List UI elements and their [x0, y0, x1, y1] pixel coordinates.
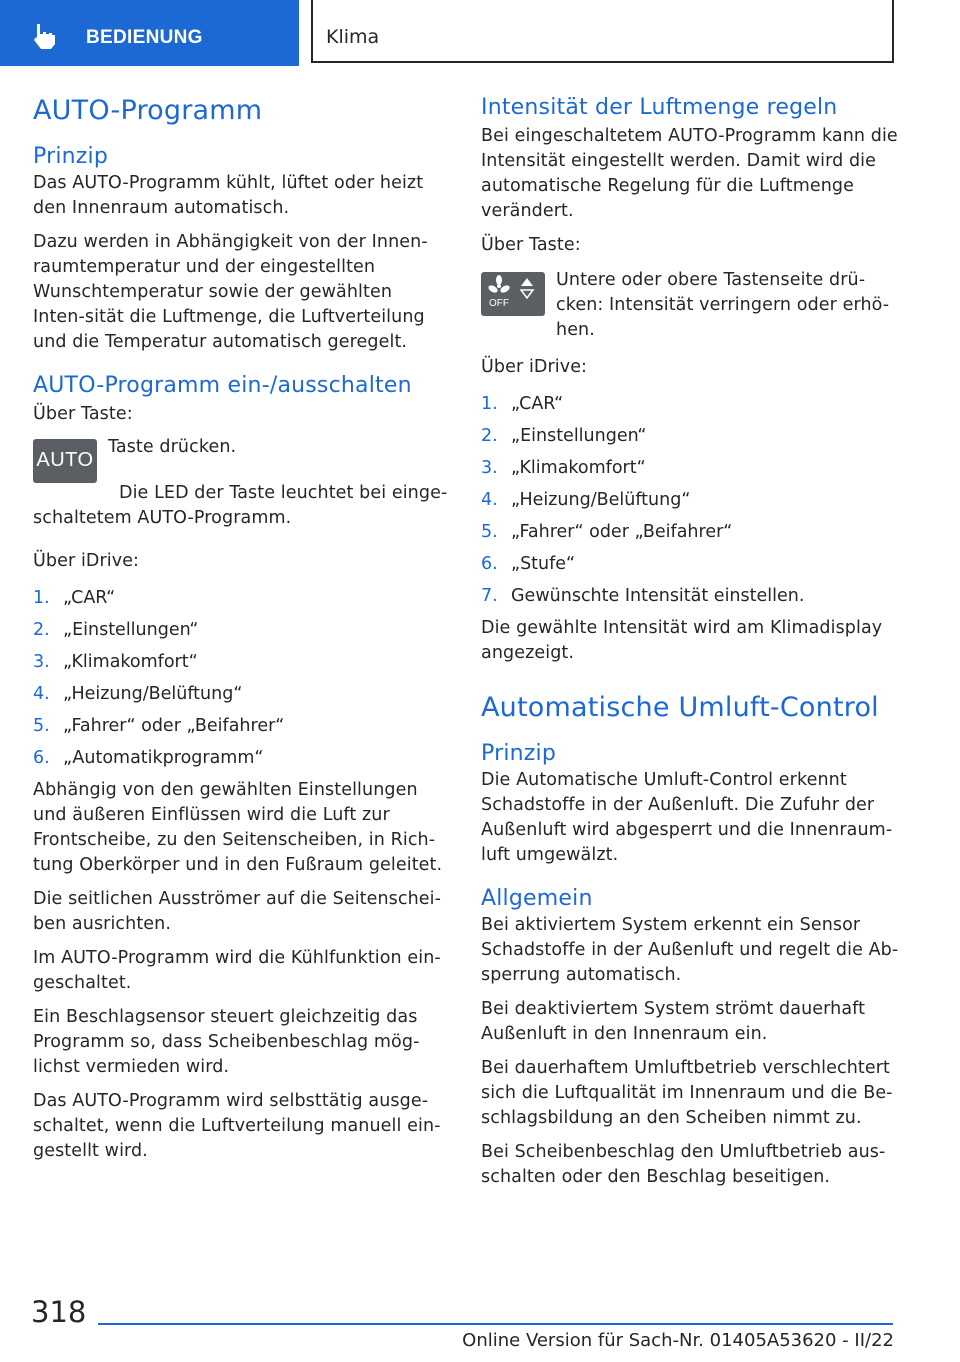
right-column	[481, 95, 901, 1199]
list-item	[33, 618, 449, 643]
step-text: „Einstellungen“	[511, 426, 647, 446]
intensity-display-paragraph: Die gewählte Intensität wird am Klimadisplay angezeigt.	[481, 618, 883, 663]
step-text: „Automatikprogramm“	[63, 748, 264, 768]
step-number: 5.	[481, 522, 498, 542]
step-number: 4.	[481, 490, 498, 510]
auto-button-row	[33, 435, 449, 483]
umluft-prinzip-paragraph: Die Automatische Umluft-Control erkennt Schadstoffe in der Außenluft. Die Zufuhr der Außenluft wird abgesperrt und die Innenraum-luft umgewälzt.	[481, 770, 893, 865]
via-button-label: Über Taste:	[33, 404, 133, 424]
step-text: „Heizung/Belüftung“	[63, 684, 243, 704]
list-item	[33, 746, 449, 771]
step-text: „Klimakomfort“	[63, 652, 198, 672]
step-number: 1.	[33, 588, 50, 608]
auto-program-title: AUTO-Programm	[33, 95, 263, 126]
list-item	[33, 714, 449, 739]
step-number: 7.	[481, 586, 498, 606]
allgemein-paragraph-1: Bei aktiviertem System erkennt ein Sensor Schadstoffe in der Außenluft und regelt die Ab-sperrung automatisch.	[481, 915, 899, 985]
led-text-a: Die LED der Taste leuchtet bei einge-	[119, 483, 448, 503]
hand-pointer-icon	[30, 22, 60, 50]
auto-button-icon	[33, 439, 97, 483]
fan-button-icon	[481, 272, 545, 316]
right-steps-list	[481, 392, 901, 609]
onoff-heading: AUTO-Programm ein-/ausschalten	[33, 373, 412, 398]
list-item	[481, 552, 901, 577]
footer-divider	[98, 1323, 893, 1325]
cooling-paragraph: Im AUTO-Programm wird die Kühlfunktion ein-geschaltet.	[33, 948, 441, 993]
step-number: 3.	[481, 458, 498, 478]
press-button-text: Taste drücken.	[108, 437, 237, 457]
list-item	[481, 488, 901, 513]
step-text: „Fahrer“ oder „Beifahrer“	[63, 716, 285, 736]
step-number: 2.	[33, 620, 50, 640]
section-tab[interactable]	[0, 0, 299, 66]
allgemein-paragraph-4: Bei Scheibenbeschlag den Umluftbetrieb aus-schalten oder den Beschlag beseitigen.	[481, 1142, 886, 1187]
auto-off-paragraph: Das AUTO-Programm wird selbsttätig ausge-schaltet, wenn die Luftverteilung manuell ein-gestellt wird.	[33, 1091, 441, 1161]
step-number: 1.	[481, 394, 498, 414]
umluft-title: Automatische Umluft-Control	[481, 692, 879, 723]
fan-button-row	[481, 268, 901, 343]
led-text-b: schaltetem AUTO-Programm.	[33, 508, 292, 528]
auto-button-text: AUTO	[36, 449, 94, 471]
step-number: 5.	[33, 716, 50, 736]
list-item	[481, 520, 901, 545]
fog-sensor-paragraph: Ein Beschlagsensor steuert gleichzeitig das Programm so, dass Scheibenbeschlag mög-lichst vermieden wird.	[33, 1007, 420, 1077]
step-text: „Klimakomfort“	[511, 458, 646, 478]
distribution-paragraph: Abhängig von den gewählten Einstellungen und äußeren Einflüssen wird die Luft zur Frontscheibe, zu den Seitenscheiben, in Rich-tung Oberkörper und in den Fußraum geleitet.	[33, 780, 443, 875]
step-text: „CAR“	[511, 394, 564, 414]
intensity-via-idrive: Über iDrive:	[481, 357, 588, 377]
prinzip-paragraph-1: Das AUTO-Programm kühlt, lüftet oder heizt den Innenraum automatisch.	[33, 173, 424, 218]
step-text: „Einstellungen“	[63, 620, 199, 640]
list-item	[481, 584, 901, 609]
step-number: 4.	[33, 684, 50, 704]
intensity-via-button: Über Taste:	[481, 235, 581, 255]
step-number: 2.	[481, 426, 498, 446]
list-item	[481, 456, 901, 481]
left-column	[33, 95, 449, 1173]
list-item	[481, 392, 901, 417]
page-number: 318	[31, 1295, 87, 1329]
section-label: BEDIENUNG	[86, 27, 203, 48]
umluft-prinzip-heading: Prinzip	[481, 741, 557, 766]
via-idrive-label: Über iDrive:	[33, 551, 140, 571]
off-label: OFF	[489, 298, 509, 309]
allgemein-paragraph-3: Bei dauerhaftem Umluftbetrieb verschlechtert sich die Luftqualität im Innenraum und die Be-schlagsbildung an den Scheiben nimmt zu.	[481, 1058, 893, 1128]
prinzip-paragraph-2: Dazu werden in Abhängigkeit von der Innen-raumtemperatur und der eingestellten Wunschtemperatur sowie der gewählten Inten-sität die Luftmenge, die Luftverteilung und die Temperatur automatisch geregelt.	[33, 232, 428, 352]
chapter-label: Klima	[326, 26, 380, 48]
list-item	[33, 650, 449, 675]
step-number: 3.	[33, 652, 50, 672]
list-item	[33, 682, 449, 707]
step-text: „CAR“	[63, 588, 116, 608]
step-text: „Fahrer“ oder „Beifahrer“	[511, 522, 733, 542]
left-steps-list	[33, 586, 449, 771]
side-vents-paragraph: Die seitlichen Ausströmer auf die Seitenschei-ben ausrichten.	[33, 889, 442, 934]
fan-button-desc: Untere oder obere Tastenseite drü-cken: Intensität verringern oder erhö-hen.	[556, 270, 890, 340]
intensity-paragraph: Bei eingeschaltetem AUTO-Programm kann die Intensität eingestellt werden. Damit wird die automatische Regelung für die Luftmenge verändert.	[481, 126, 898, 221]
step-number: 6.	[33, 748, 50, 768]
prinzip-heading: Prinzip	[33, 144, 109, 169]
list-item	[33, 586, 449, 611]
step-text: „Stufe“	[511, 554, 576, 574]
step-text: Gewünschte Intensität einstellen.	[511, 586, 805, 606]
intensity-heading: Intensität der Luftmenge regeln	[481, 95, 838, 120]
step-text: „Heizung/Belüftung“	[511, 490, 691, 510]
allgemein-heading: Allgemein	[481, 886, 593, 911]
step-number: 6.	[481, 554, 498, 574]
list-item	[481, 424, 901, 449]
chapter-header	[311, 0, 894, 63]
allgemein-paragraph-2: Bei deaktiviertem System strömt dauerhaft Außenluft in den Innenraum ein.	[481, 999, 866, 1044]
online-version-text: Online Version für Sach-Nr. 01405A53620 - II/22	[462, 1330, 894, 1351]
